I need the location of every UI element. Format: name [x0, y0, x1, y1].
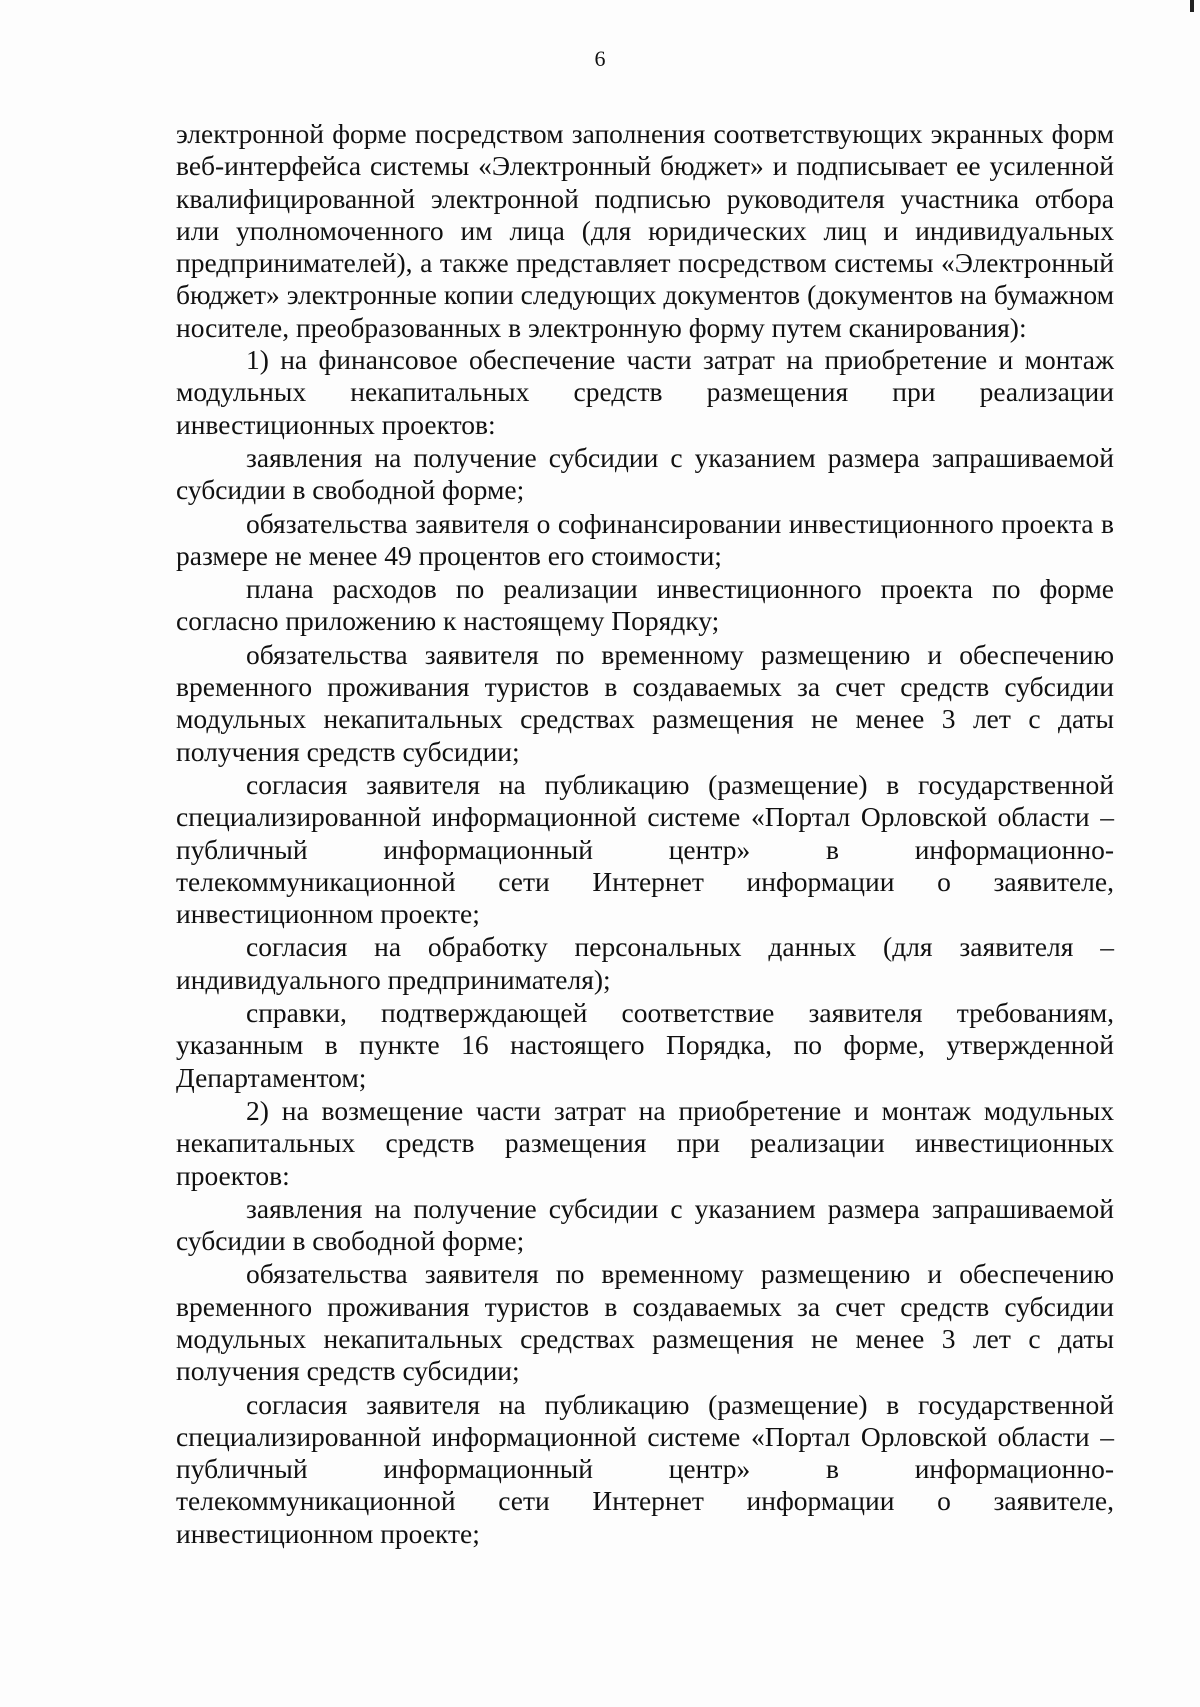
paragraph-accommodation-obligation-1: обязательства заявителя по временному размещению и обеспечению временного проживания туристов в создаваемых за счет средств субсидии модульных некапитальных средствах размещения не менее 3 лет с даты получения средств субсидии;	[176, 638, 1114, 767]
paragraph-item-1: 1) на финансовое обеспечение части затрат на приобретение и монтаж модульных некапитальных средств размещения при реализации инвестиционных проектов:	[176, 344, 1114, 440]
paragraph-application-2: заявления на получение субсидии с указанием размера запрашиваемой субсидии в свободной форме;	[176, 1192, 1114, 1257]
paragraph-intro: электронной форме посредством заполнения соответствующих экранных форм веб-интерфейса системы «Электронный бюджет» и подписывает ее усиленной квалифицированной электронной подписью руководителя участника отбора или уполномоченного им лица (для юридических лиц и индивидуальных предпринимателей), а также представляет посредством системы «Электронный бюджет» электронные копии следующих документов (документов на бумажном носителе, преобразованных в электронную форму путем сканирования):	[176, 118, 1114, 343]
page-number: 6	[594, 46, 606, 71]
paragraph-item-2: 2) на возмещение части затрат на приобретение и монтаж модульных некапитальных средств размещения при реализации инвестиционных проектов:	[176, 1094, 1114, 1191]
document-body	[176, 118, 1114, 1550]
paragraph-cofinancing-obligation: обязательства заявителя о софинансировании инвестиционного проекта в размере не менее 49 процентов его стоимости;	[176, 507, 1114, 571]
paragraph-personal-data-consent: согласия на обработку персональных данных (для заявителя – индивидуального предпринимателя);	[176, 931, 1114, 995]
paragraph-expense-plan: плана расходов по реализации инвестиционного проекта по форме согласно приложению к настоящему Порядку;	[176, 573, 1114, 637]
paragraph-publication-consent-1: согласия заявителя на публикацию (размещение) в государственной специализированной информационной системе «Портал Орловской области – публичный информационный центр» в информационно-телекоммуникационной сети Интернет информации о заявителе, инвестиционном проекте;	[176, 768, 1114, 930]
paragraph-compliance-certificate: справки, подтверждающей соответствие заявителя требованиям, указанным в пункте 16 настоящего Порядка, по форме, утвержденной Департаментом;	[176, 997, 1114, 1093]
scan-edge-mark	[1190, 0, 1194, 12]
paragraph-publication-consent-2: согласия заявителя на публикацию (размещение) в государственной специализированной информационной системе «Портал Орловской области – публичный информационный центр» в информационно-телекоммуникационной сети Интернет информации о заявителе, инвестиционном проекте;	[176, 1388, 1114, 1549]
paragraph-application-1: заявления на получение субсидии с указанием размера запрашиваемой субсидии в свободной форме;	[176, 441, 1114, 506]
paragraph-accommodation-obligation-2: обязательства заявителя по временному размещению и обеспечению временного проживания туристов в создаваемых за счет средств субсидии модульных некапитальных средствах размещения не менее 3 лет с даты получения средств субсидии;	[176, 1258, 1114, 1387]
